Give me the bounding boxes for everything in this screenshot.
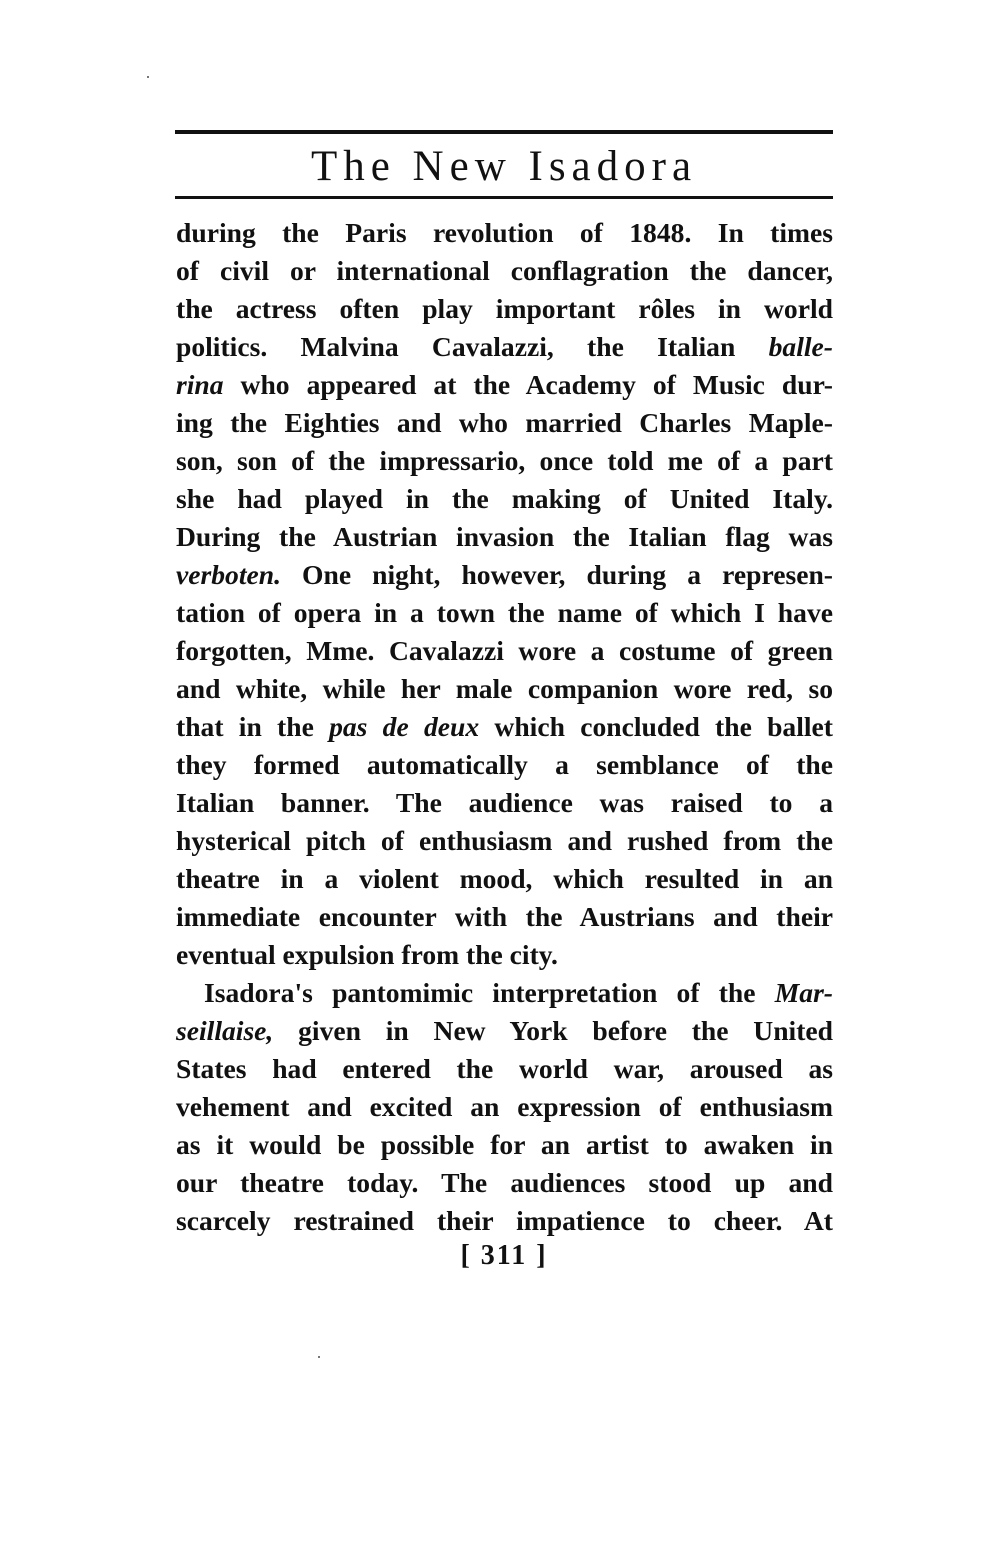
text-line (176, 290, 833, 328)
text-segment: she had played in the making of United Italy. (176, 483, 833, 514)
text-line (176, 860, 833, 898)
text-line (176, 366, 833, 404)
text-line (176, 898, 833, 936)
text-segment: During the Austrian invasion the Italian flag was (176, 521, 833, 552)
text-line (176, 1012, 833, 1050)
paper-speck (147, 76, 149, 78)
text-line (176, 1088, 833, 1126)
text-segment: scarcely restrained their impatience to cheer. At (176, 1205, 833, 1236)
text-segment: our theatre today. The audiences stood up and (176, 1167, 833, 1198)
italic-text: verboten. (176, 559, 281, 590)
text-segment: during the Paris revolution of 1848. In times (176, 217, 833, 248)
text-line (176, 442, 833, 480)
text-segment: Isadora's pantomimic interpretation of the (204, 977, 775, 1008)
text-segment: tation of opera in a town the name of which I have (176, 597, 833, 628)
text-line (176, 1126, 833, 1164)
text-line (176, 518, 833, 556)
text-segment: they formed automatically a semblance of the (176, 749, 833, 780)
text-segment: that in the (176, 711, 330, 742)
text-line (176, 746, 833, 784)
text-segment: as it would be possible for an artist to awaken in (176, 1129, 833, 1160)
text-line (176, 1202, 833, 1240)
text-segment: given in New York before the United (273, 1015, 833, 1046)
page-number: [ 311 ] (460, 1240, 548, 1271)
text-line (176, 784, 833, 822)
text-segment: and white, while her male companion wore red, so (176, 673, 833, 704)
text-segment: son, son of the impressario, once told me of a part (176, 445, 833, 476)
text-segment: of civil or international conflagration the dancer, (176, 255, 833, 286)
text-line (176, 556, 833, 594)
italic-text: rina (176, 369, 224, 400)
text-segment: the actress often play important rôles in world (176, 293, 833, 324)
text-line (176, 822, 833, 860)
text-line (176, 936, 833, 974)
header-rule-bottom (175, 196, 833, 199)
header-rule-top (175, 130, 833, 134)
text-line (176, 632, 833, 670)
text-line (176, 214, 833, 252)
text-segment: hysterical pitch of enthusiasm and rushed from the (176, 825, 833, 856)
text-line (176, 1050, 833, 1088)
text-line (176, 708, 833, 746)
italic-text: Mar- (774, 977, 833, 1008)
text-segment: politics. Malvina Cavalazzi, the Italian (176, 331, 769, 362)
italic-text: seillaise, (176, 1015, 274, 1046)
body-text (176, 214, 833, 1240)
text-segment: States had entered the world war, aroused as (176, 1053, 833, 1084)
text-segment: theatre in a violent mood, which resulted in an (176, 863, 833, 894)
text-line (176, 1164, 833, 1202)
text-line (176, 480, 833, 518)
text-segment: vehement and excited an expression of enthusiasm (176, 1091, 833, 1122)
text-line (176, 252, 833, 290)
text-line (176, 328, 833, 366)
text-line (176, 670, 833, 708)
text-segment: eventual expulsion from the city. (176, 939, 558, 970)
italic-text: balle- (768, 331, 833, 362)
text-line (176, 594, 833, 632)
text-line (176, 974, 833, 1012)
text-segment: ing the Eighties and who married Charles Maple- (176, 407, 833, 438)
text-segment: One night, however, during a represen- (281, 559, 833, 590)
text-segment: which concluded the ballet (479, 711, 833, 742)
text-line (176, 404, 833, 442)
text-segment: forgotten, Mme. Cavalazzi wore a costume of green (176, 635, 833, 666)
text-segment: immediate encounter with the Austrians and their (176, 901, 833, 932)
text-segment: Italian banner. The audience was raised to a (176, 787, 833, 818)
italic-text: pas de deux (329, 711, 480, 742)
text-segment: who appeared at the Academy of Music dur- (223, 369, 833, 400)
paper-speck (318, 1356, 320, 1358)
running-head: The New Isadora (310, 143, 698, 190)
